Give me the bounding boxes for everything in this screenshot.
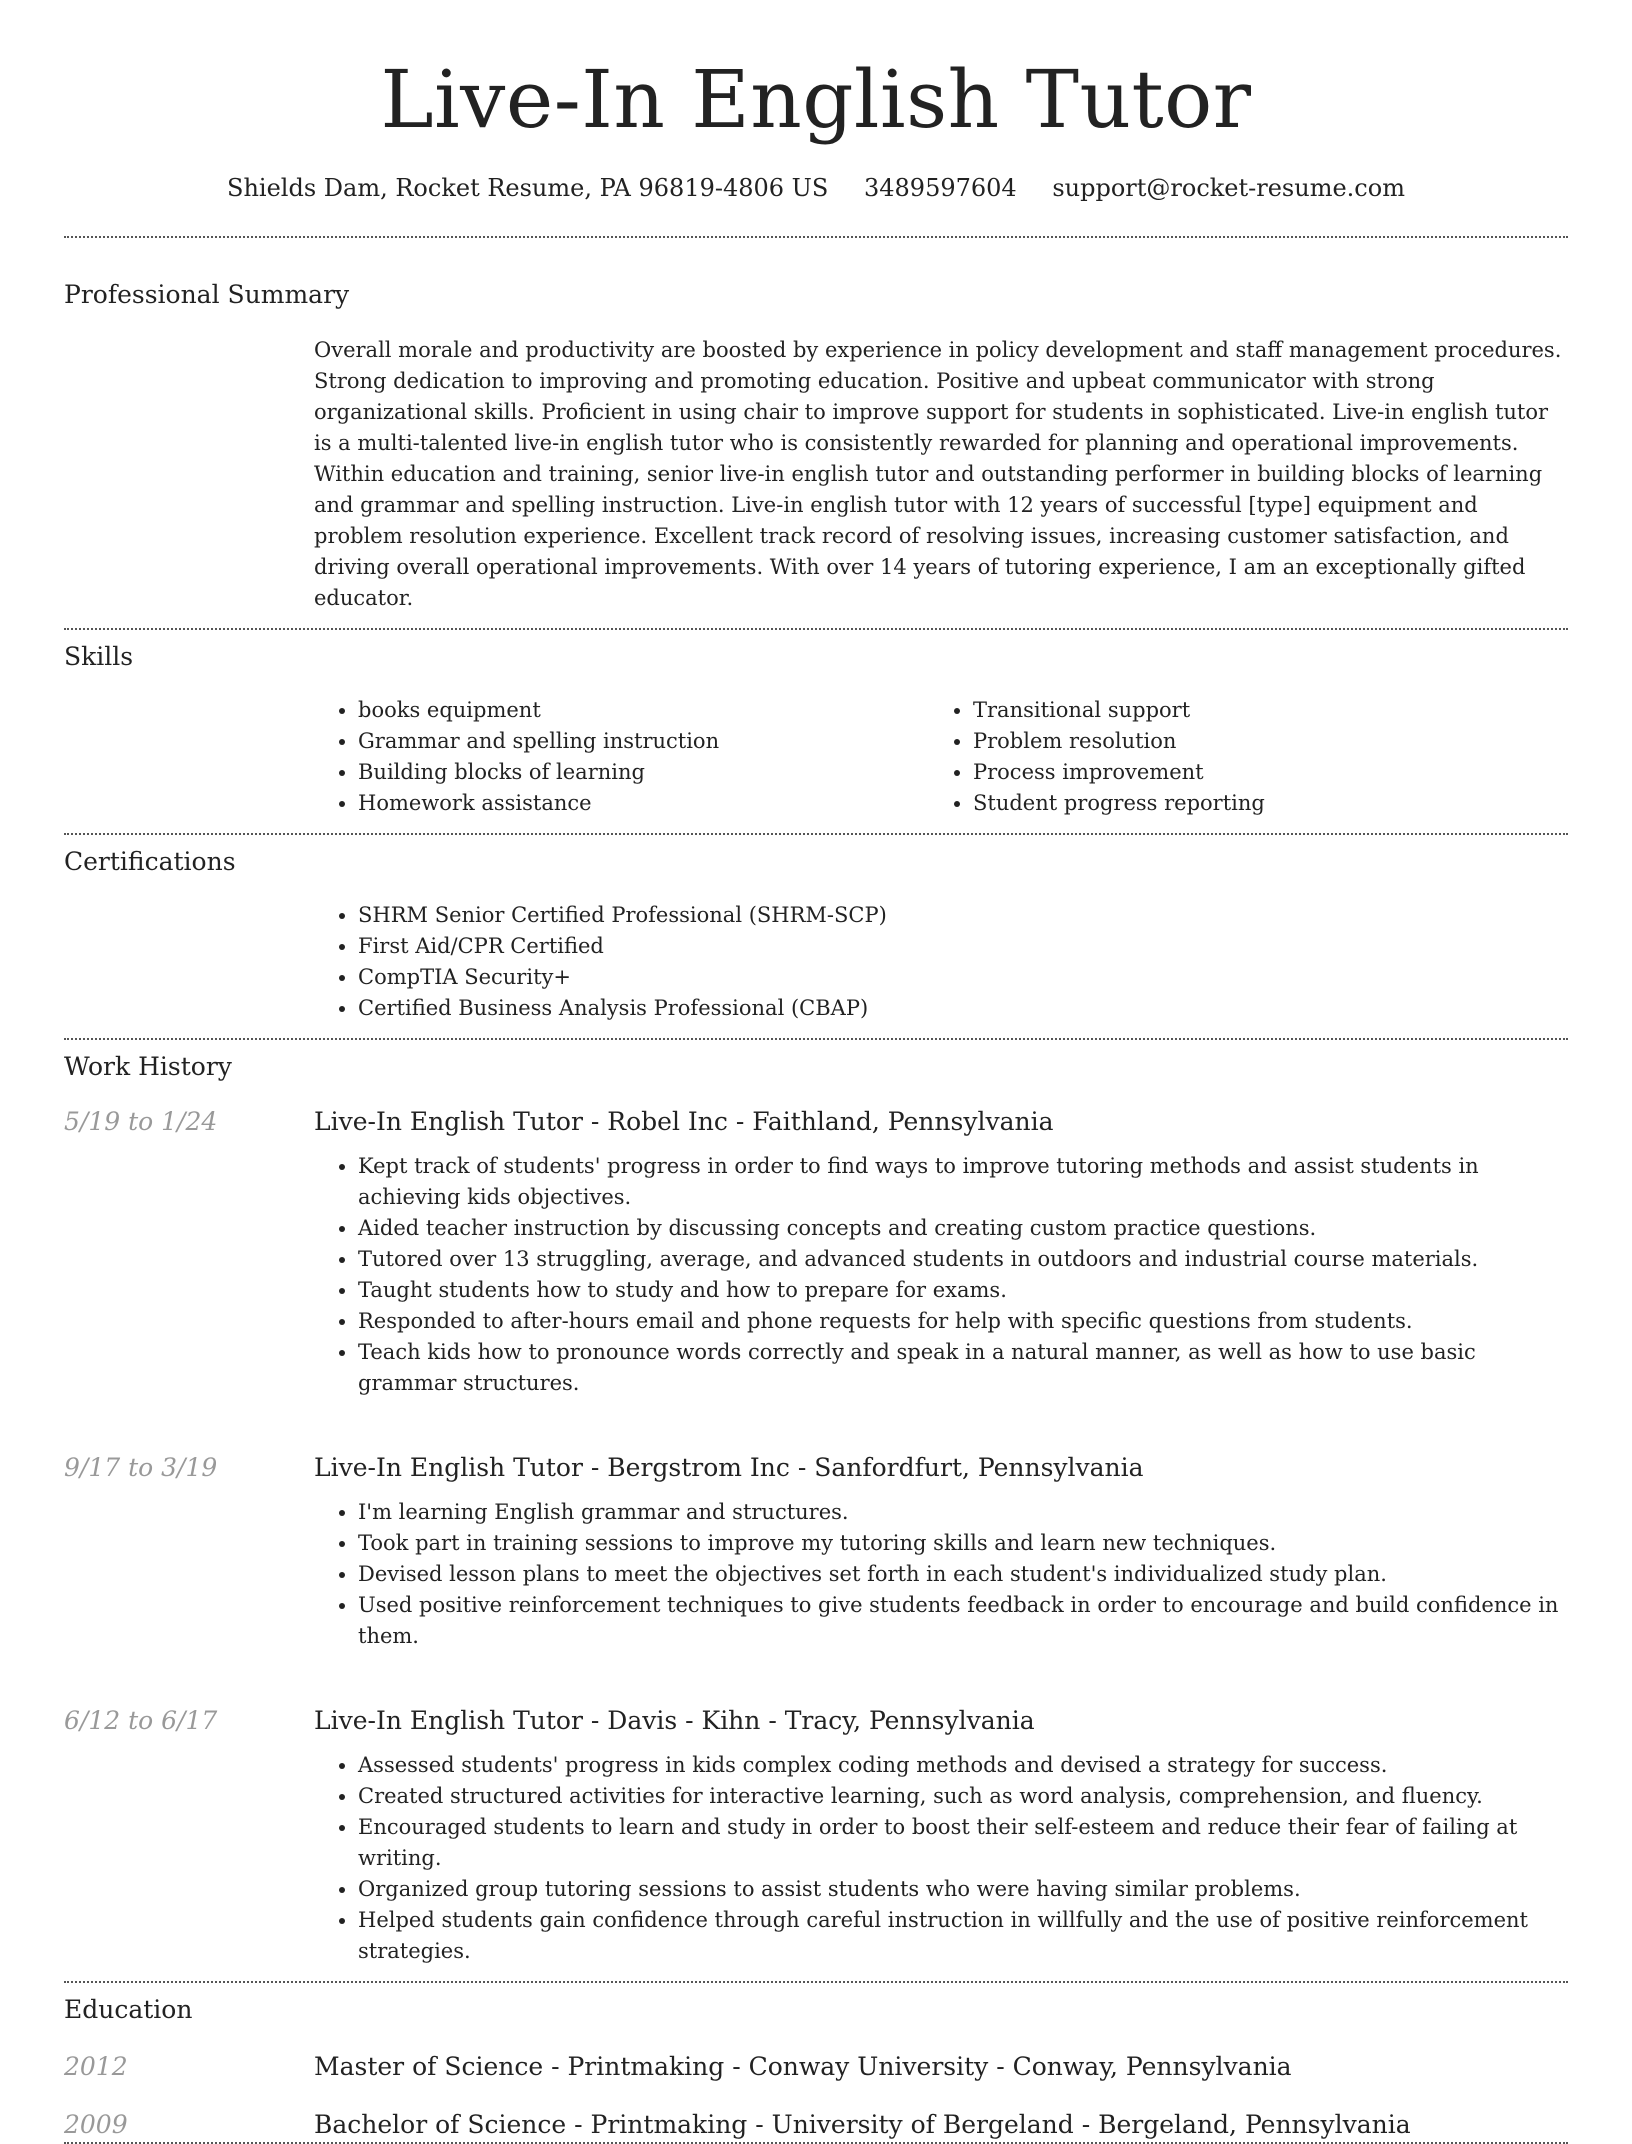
job-bullet: • Took part in training sessions to improve my tutoring skills and learn new techniques. xyxy=(358,1528,1568,1559)
skill-item: • Process improvement xyxy=(973,757,1568,788)
skills-list-left xyxy=(314,695,929,819)
job-bullet: • Devised lesson plans to meet the objectives set forth in each student's individualized study plan. xyxy=(358,1559,1568,1590)
resume-name: Live-In English Tutor xyxy=(380,53,1252,146)
contact-email[interactable]: support@rocket-resume.com xyxy=(1052,174,1405,202)
job-entry xyxy=(64,1451,1568,1680)
contact-address: Shields Dam, Rocket Resume, PA 96819-4806 US xyxy=(227,174,829,202)
job-bullet: • Responded to after-hours email and phone requests for help with specific questions from students. xyxy=(358,1306,1568,1337)
skills-section xyxy=(64,630,1568,833)
skill-item: • Problem resolution xyxy=(973,726,1568,757)
education-year: 2009 xyxy=(64,2110,128,2139)
job-bullet: • Kept track of students' progress in order to find ways to improve tutoring methods and assist students in achieving kids objectives. xyxy=(358,1151,1568,1213)
job-entry xyxy=(64,1105,1568,1427)
job-bullet: • Organized group tutoring sessions to assist students who were having similar problems. xyxy=(358,1874,1568,1905)
job-bullet: • I'm learning English grammar and structures. xyxy=(358,1497,1568,1528)
job-bullets xyxy=(314,1151,1568,1399)
summary-section xyxy=(64,238,1568,628)
education-list xyxy=(64,2050,1568,2142)
job-bullets xyxy=(314,1497,1568,1652)
job-bullet: • Encouraged students to learn and study in order to boost their self-esteem and reduce their fear of failing at writing. xyxy=(358,1812,1568,1874)
work-section xyxy=(64,1040,1568,1995)
skill-item: • Grammar and spelling instruction xyxy=(358,726,929,757)
certification-item: • Certified Business Analysis Professional (CBAP) xyxy=(358,993,1568,1024)
certification-item: • First Aid/CPR Certified xyxy=(358,931,1568,962)
skill-item: • Student progress reporting xyxy=(973,788,1568,819)
job-bullet: • Taught students how to study and how to prepare for exams. xyxy=(358,1275,1568,1306)
job-dates: 9/17 to 3/19 xyxy=(64,1453,218,1482)
job-list xyxy=(64,1105,1568,1995)
job-bullet: • Tutored over 13 struggling, average, and advanced students in outdoors and industrial course materials. xyxy=(358,1244,1568,1275)
job-title: Live-In English Tutor - Bergstrom Inc - Sanfordfurt, Pennsylvania xyxy=(314,1453,1144,1482)
skill-item: • Building blocks of learning xyxy=(358,757,929,788)
job-bullet: • Assessed students' progress in kids complex coding methods and devised a strategy for success. xyxy=(358,1750,1568,1781)
contact-info xyxy=(64,174,1568,202)
education-title: Master of Science - Printmaking - Conway University - Conway, Pennsylvania xyxy=(314,2052,1292,2081)
section-title-skills: Skills xyxy=(64,642,134,671)
skills-list-right xyxy=(929,695,1568,819)
certifications-list xyxy=(314,900,1568,1024)
education-entry xyxy=(64,2050,1568,2084)
certification-item: • CompTIA Security+ xyxy=(358,962,1568,993)
education-section xyxy=(64,1983,1568,2142)
job-bullets xyxy=(314,1750,1568,1967)
skill-item: • books equipment xyxy=(358,695,929,726)
job-bullet: • Used positive reinforcement techniques to give students feedback in order to encourage and build confidence in them. xyxy=(358,1590,1568,1652)
education-year: 2012 xyxy=(64,2052,128,2081)
job-title: Live-In English Tutor - Robel Inc - Faithland, Pennsylvania xyxy=(314,1107,1054,1136)
education-entry xyxy=(64,2108,1568,2142)
skill-item: • Transitional support xyxy=(973,695,1568,726)
job-bullet: • Created structured activities for interactive learning, such as word analysis, comprehension, and fluency. xyxy=(358,1781,1568,1812)
skill-item: • Homework assistance xyxy=(358,788,929,819)
job-dates: 6/12 to 6/17 xyxy=(64,1706,218,1735)
job-title: Live-In English Tutor - Davis - Kihn - Tracy, Pennsylvania xyxy=(314,1706,1035,1735)
certifications-list-wrap xyxy=(314,876,1568,1038)
job-bullet: • Teach kids how to pronounce words correctly and speak in a natural manner, as well as how to use basic grammar structures. xyxy=(358,1337,1568,1399)
certifications-section xyxy=(64,835,1568,1038)
job-entry xyxy=(64,1704,1568,1995)
section-title-work: Work History xyxy=(64,1052,232,1081)
skills-grid xyxy=(314,671,1568,833)
contact-phone: 3489597604 xyxy=(863,174,1017,202)
section-title-summary: Professional Summary xyxy=(64,280,350,309)
summary-text: Overall morale and productivity are boosted by experience in policy development and staff management procedures. Strong dedication to improving and promoting education. Positive and upbeat communicator with strong organizational skills. Proficient in using chair to improve support for students in sophisticated. Live-in english tutor is a multi-talented live-in english tutor who is consistently rewarded for planning and operational improvements. Within education and training, senior live-in english tutor and outstanding performer in building blocks of learning and grammar and spelling instruction. Live-in english tutor with 12 years of successful [type] equipment and problem resolution experience. Excellent track record of resolving issues, increasing customer satisfaction, and driving overall operational improvements. With over 14 years of tutoring experience, I am an exceptionally gifted educator. xyxy=(314,338,1562,610)
section-title-education: Education xyxy=(64,1995,193,2024)
job-bullet: • Helped students gain confidence through careful instruction in willfully and the use of positive reinforcement strategies. xyxy=(358,1905,1568,1967)
job-bullet: • Aided teacher instruction by discussing concepts and creating custom practice questions. xyxy=(358,1213,1568,1244)
job-dates: 5/19 to 1/24 xyxy=(64,1107,218,1136)
section-title-certifications: Certifications xyxy=(64,847,236,876)
education-title: Bachelor of Science - Printmaking - University of Bergeland - Bergeland, Pennsylvania xyxy=(314,2110,1411,2139)
certification-item: • SHRM Senior Certified Professional (SHRM-SCP) xyxy=(358,900,1568,931)
